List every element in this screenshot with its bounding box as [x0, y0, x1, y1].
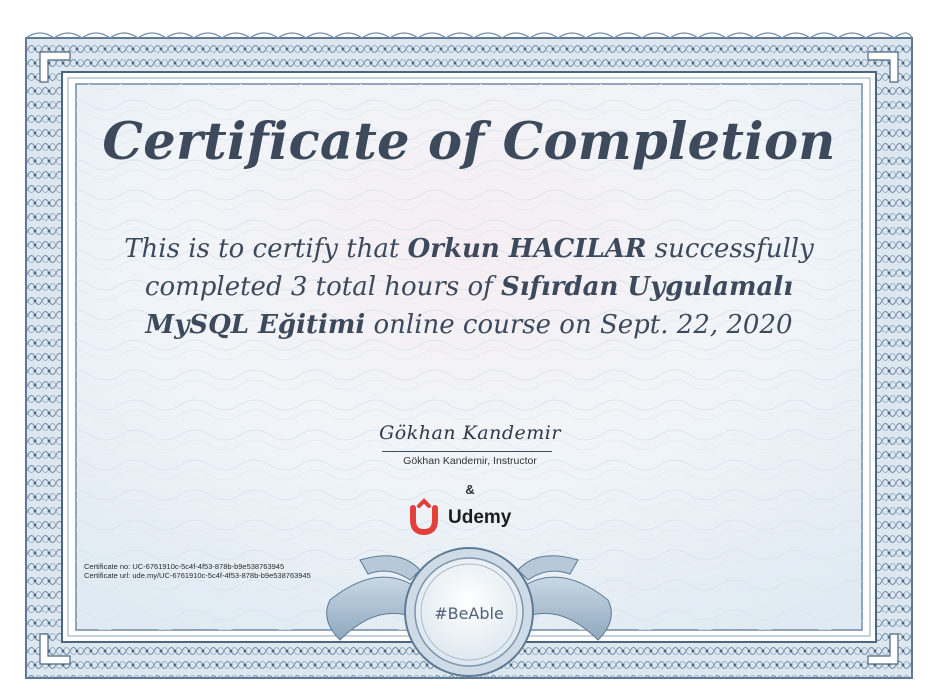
signature-line — [382, 451, 552, 452]
instructor-signature: Gökhan Kandemir — [379, 422, 561, 444]
intro-text: This is to certify that — [124, 234, 400, 264]
seal-text: #BeAble — [434, 604, 504, 623]
recipient-name: Orkun HACILAR — [407, 234, 647, 264]
course-name: Sıfırdan Uygulamalı MySQL Eğitimi — [145, 272, 794, 340]
completed-text: successfully completed 3 total hours of — [144, 234, 814, 302]
date-text: online course on Sept. 22, 2020 — [373, 310, 793, 340]
certificate-title: Certificate of Completion — [102, 112, 836, 172]
instructor-caption: Gökhan Kandemir, Instructor — [403, 455, 537, 467]
certificate-url[interactable]: Certificate url: ude.my/UC-6761910c-5c4f-4f53-878b-b9e538763945 — [84, 571, 311, 580]
certificate-number: Certificate no: UC-6761910c-5c4f-4f53-878b-b9e538763945 — [84, 562, 285, 571]
brand-name: Udemy — [448, 507, 512, 528]
certificate-body — [90, 230, 848, 344]
certificate-info — [84, 562, 311, 580]
ampersand: & — [465, 482, 475, 497]
